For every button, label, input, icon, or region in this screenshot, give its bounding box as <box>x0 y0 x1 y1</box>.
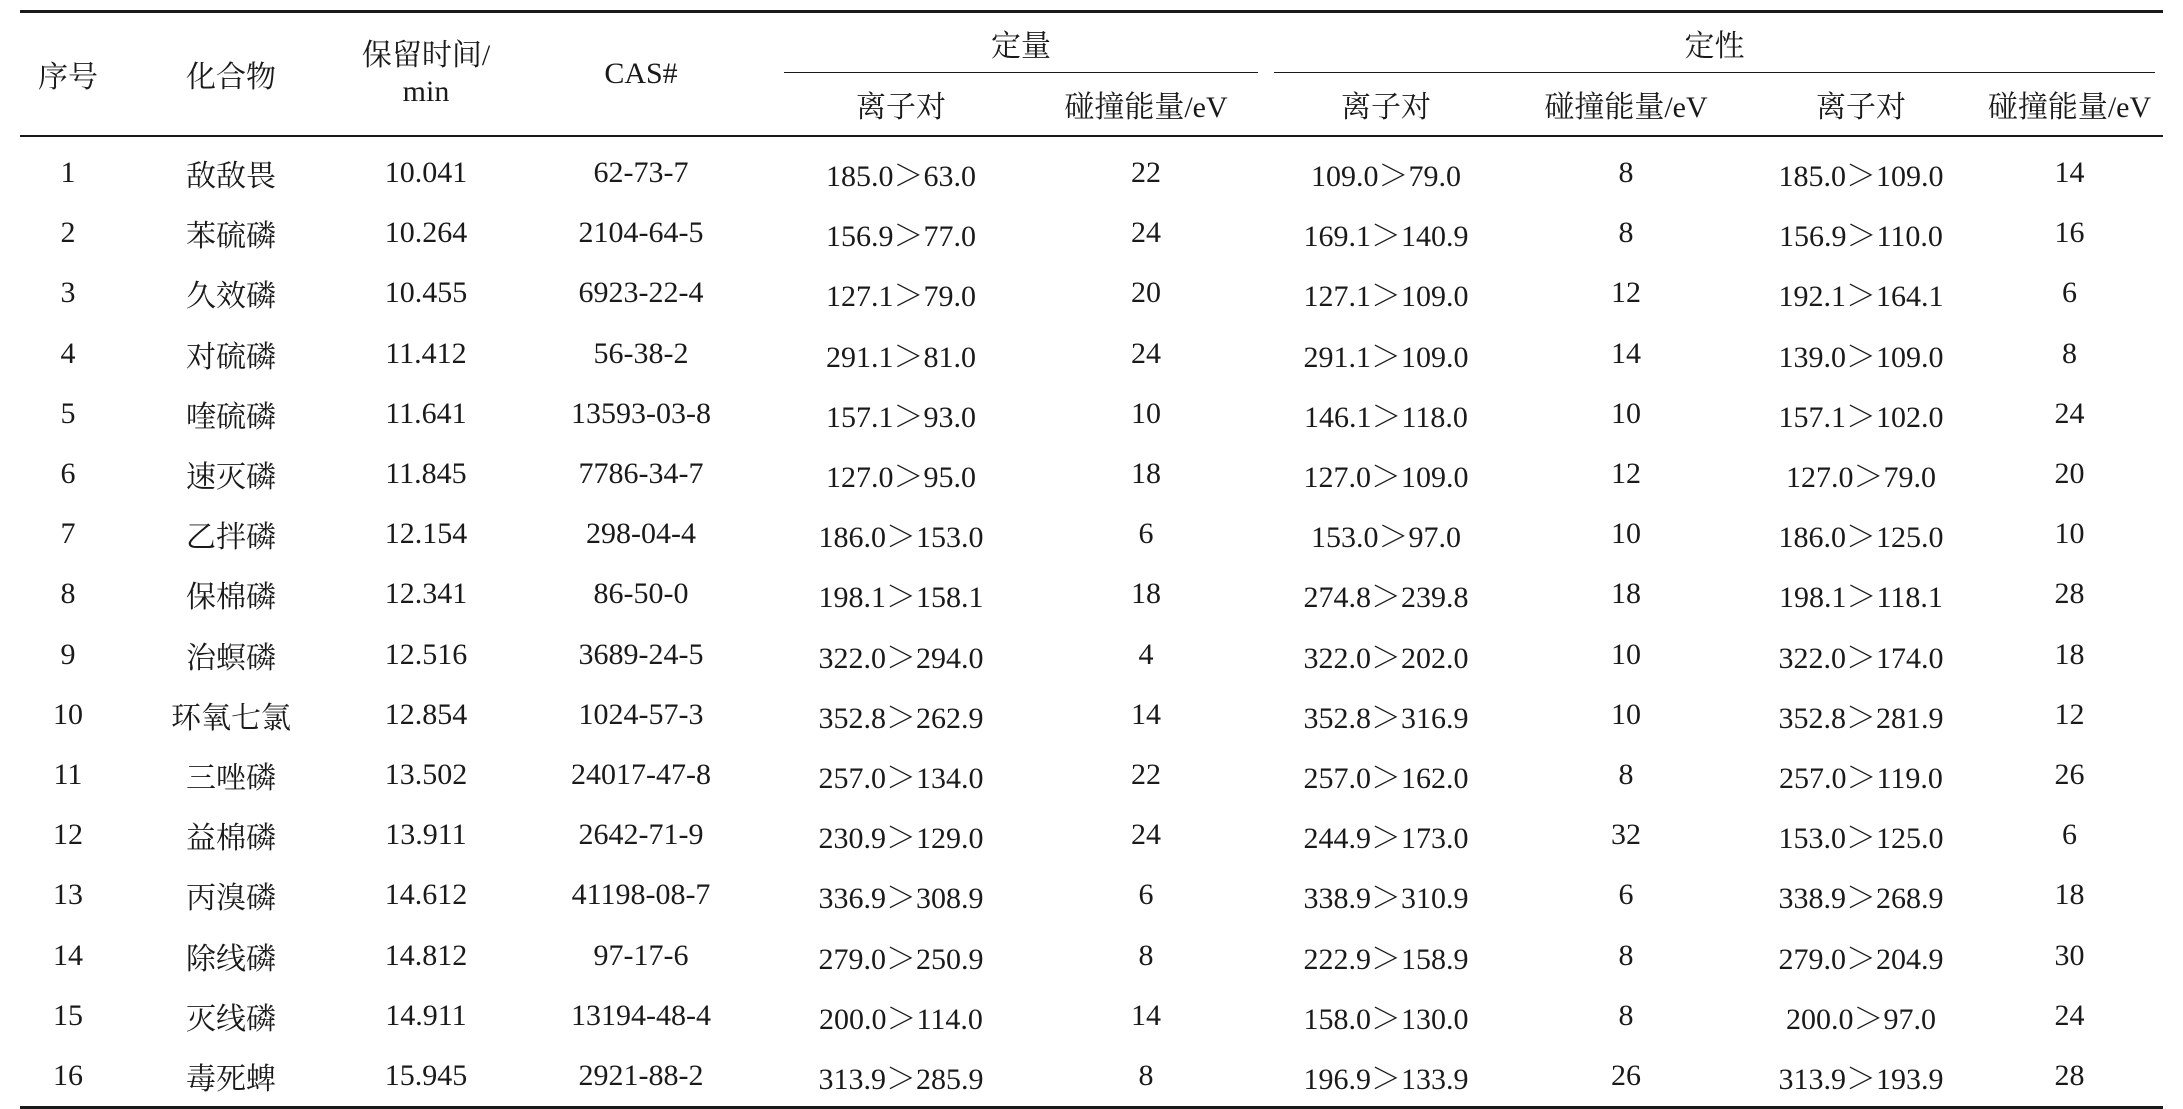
cell-quant-ion-pair: 127.1＞79.0 <box>826 280 976 314</box>
cell-index: 6 <box>60 457 76 491</box>
cell-compound: 毒死蜱 <box>116 1046 346 1108</box>
cell-qual2-ion-pair: 279.0＞204.9 <box>1778 942 1944 976</box>
cell-cas: 1024-57-3 <box>578 697 704 731</box>
cell-qual2-collision-energy: 16 <box>2054 216 2085 250</box>
table-row <box>20 263 2163 323</box>
cell-compound: 保棉磷 <box>186 581 276 615</box>
cell-qual1-ion-pair: 127.0＞109.0 <box>1303 461 1469 495</box>
cell-quant-ion-pair: 157.1＞93.0 <box>826 400 976 434</box>
cell-index: 8 <box>60 577 76 611</box>
cell-retention-time: 10.264 <box>384 216 468 250</box>
header-qual1-collision-energy: 碰撞能量/eV <box>1506 73 1746 136</box>
table-row <box>20 203 2163 263</box>
cell-cas: 86-50-0 <box>593 577 689 611</box>
cell-qual2-collision-energy: 30 <box>2054 938 2085 972</box>
cell-qual2-ion-pair: 313.9＞193.9 <box>1746 1046 1976 1108</box>
cell-qual2-ion-pair: 257.0＞119.0 <box>1779 761 1943 795</box>
cell-qual1-collision-energy: 26 <box>1506 1046 1746 1108</box>
cell-qual2-ion-pair: 338.9＞268.9 <box>1778 882 1944 916</box>
cell-qual2-collision-energy: 10 <box>2054 517 2085 551</box>
cell-quant-collision-energy: 6 <box>1138 517 1154 551</box>
cell-qual1-collision-energy: 8 <box>1618 998 1634 1032</box>
cell-cas: 2642-71-9 <box>578 818 704 852</box>
header-index: 序号 <box>20 12 116 137</box>
cell-qual1-ion-pair: 274.8＞239.8 <box>1303 581 1469 615</box>
cell-quant-ion-pair: 257.0＞134.0 <box>818 761 984 795</box>
cell-index: 3 <box>60 276 76 310</box>
cell-compound: 对硫磷 <box>186 340 276 374</box>
cell-qual2-ion-pair: 186.0＞125.0 <box>1778 521 1944 555</box>
cell-qual1-collision-energy: 14 <box>1611 336 1641 370</box>
cell-index: 11 <box>53 757 83 791</box>
cell-cas: 6923-22-4 <box>578 276 704 310</box>
table-row <box>20 384 2163 444</box>
cell-qual1-ion-pair: 322.0＞202.0 <box>1303 641 1469 675</box>
cell-compound: 灭线磷 <box>186 1002 276 1036</box>
cell-retention-time: 10.455 <box>384 276 468 310</box>
cell-quant-ion-pair: 291.1＞81.0 <box>826 340 976 374</box>
header-retention-time <box>346 12 506 137</box>
cell-qual2-collision-energy: 20 <box>2054 457 2085 491</box>
cell-compound: 益棉磷 <box>186 822 276 856</box>
cell-qual2-ion-pair: 200.0＞97.0 <box>1786 1002 1936 1036</box>
cell-quant-collision-energy: 24 <box>1131 336 1161 370</box>
cell-qual1-ion-pair: 222.9＞158.9 <box>1303 942 1469 976</box>
cell-index: 16 <box>20 1046 116 1108</box>
cell-qual1-collision-energy: 8 <box>1618 156 1634 190</box>
cell-qual1-ion-pair: 257.0＞162.0 <box>1303 761 1469 795</box>
table-row <box>20 925 2163 985</box>
cell-cas: 13593-03-8 <box>571 396 711 430</box>
cell-cas: 97-17-6 <box>593 938 689 972</box>
cell-qual1-collision-energy: 10 <box>1611 637 1641 671</box>
cell-qual2-collision-energy: 18 <box>2054 878 2085 912</box>
cell-qual1-ion-pair: 196.9＞133.9 <box>1266 1046 1506 1108</box>
header-qual2-ion-pair: 离子对 <box>1746 73 1976 136</box>
cell-retention-time: 12.854 <box>384 697 468 731</box>
cell-qual1-ion-pair: 169.1＞140.9 <box>1303 220 1469 254</box>
cell-compound: 乙拌磷 <box>186 521 276 555</box>
table-row <box>20 685 2163 745</box>
table-row <box>20 504 2163 564</box>
table-row <box>20 324 2163 384</box>
cell-qual2-collision-energy: 24 <box>2054 998 2085 1032</box>
cell-quant-ion-pair: 313.9＞285.9 <box>776 1046 1026 1108</box>
cell-quant-ion-pair: 322.0＞294.0 <box>818 641 984 675</box>
header-retention-line2: min <box>402 75 450 108</box>
cell-qual1-ion-pair: 338.9＞310.9 <box>1303 882 1469 916</box>
cell-qual2-collision-energy: 6 <box>2062 276 2077 310</box>
cell-cas: 2104-64-5 <box>578 216 704 250</box>
cell-qual2-ion-pair: 127.0＞79.0 <box>1786 461 1936 495</box>
cell-index: 4 <box>60 336 76 370</box>
cell-cas: 2921-88-2 <box>506 1046 776 1108</box>
header-cas: CAS# <box>506 12 776 137</box>
table-row <box>20 986 2163 1046</box>
cell-qual2-collision-energy: 28 <box>1976 1046 2163 1108</box>
table-row <box>20 865 2163 925</box>
cell-qual2-ion-pair: 157.1＞102.0 <box>1778 400 1944 434</box>
cell-index: 12 <box>53 818 83 852</box>
cell-qual1-collision-energy: 10 <box>1611 396 1641 430</box>
cell-compound: 苯硫磷 <box>186 220 276 254</box>
header-qual2-collision-energy: 碰撞能量/eV <box>1976 73 2163 136</box>
cell-qual1-ion-pair: 153.0＞97.0 <box>1311 521 1461 555</box>
cell-qual2-ion-pair: 153.0＞125.0 <box>1778 822 1944 856</box>
cell-quant-ion-pair: 185.0＞63.0 <box>826 160 976 194</box>
cell-retention-time: 12.341 <box>384 577 468 611</box>
cell-quant-collision-energy: 22 <box>1131 156 1161 190</box>
header-quant-ion-pair: 离子对 <box>776 73 1026 136</box>
cell-qual2-collision-energy: 28 <box>2054 577 2085 611</box>
cell-qual1-collision-energy: 10 <box>1611 517 1641 551</box>
table-body <box>20 136 2163 1108</box>
cell-index: 2 <box>60 216 76 250</box>
cell-qual2-collision-energy: 12 <box>2054 697 2085 731</box>
cell-retention-time: 11.845 <box>385 457 467 491</box>
cell-quant-collision-energy: 14 <box>1131 697 1161 731</box>
cell-qual2-ion-pair: 352.8＞281.9 <box>1778 701 1944 735</box>
cell-qual1-ion-pair: 127.1＞109.0 <box>1303 280 1469 314</box>
table-row <box>20 1046 2163 1108</box>
header-retention-line1: 保留时间/ <box>361 39 491 72</box>
cell-index: 7 <box>60 517 76 551</box>
cell-retention-time: 14.911 <box>385 998 467 1032</box>
cell-quant-collision-energy: 20 <box>1131 276 1161 310</box>
cell-compound: 速灭磷 <box>186 461 276 495</box>
cell-retention-time: 11.641 <box>385 396 467 430</box>
pesticide-mrm-table <box>20 10 2163 1109</box>
cell-quant-collision-energy: 8 <box>1138 938 1154 972</box>
cell-quant-collision-energy: 24 <box>1131 216 1161 250</box>
table-row <box>20 564 2163 624</box>
cell-index: 14 <box>53 938 83 972</box>
cell-index: 5 <box>60 396 76 430</box>
cell-index: 1 <box>60 156 76 190</box>
cell-qual1-collision-energy: 8 <box>1618 216 1634 250</box>
cell-compound: 敌敌畏 <box>186 160 276 194</box>
cell-retention-time: 14.612 <box>384 878 468 912</box>
cell-quant-collision-energy: 4 <box>1138 637 1154 671</box>
cell-compound: 久效磷 <box>186 280 276 314</box>
cell-compound: 三唑磷 <box>186 761 276 795</box>
cell-quant-collision-energy: 22 <box>1131 757 1161 791</box>
cell-retention-time: 10.041 <box>384 156 468 190</box>
cell-qual1-collision-energy: 8 <box>1618 757 1634 791</box>
cell-quant-collision-energy: 18 <box>1131 457 1161 491</box>
cell-qual2-ion-pair: 185.0＞109.0 <box>1778 160 1944 194</box>
cell-quant-ion-pair: 352.8＞262.9 <box>818 701 984 735</box>
cell-qual2-ion-pair: 198.1＞118.1 <box>1779 581 1943 615</box>
cell-retention-time: 14.812 <box>384 938 468 972</box>
cell-qual1-ion-pair: 158.0＞130.0 <box>1303 1002 1469 1036</box>
cell-index: 10 <box>53 697 83 731</box>
cell-cas: 3689-24-5 <box>578 637 704 671</box>
cell-quant-collision-energy: 24 <box>1131 818 1161 852</box>
cell-qual1-collision-energy: 18 <box>1611 577 1641 611</box>
cell-qual1-collision-energy: 12 <box>1611 457 1641 491</box>
cell-qual1-collision-energy: 32 <box>1611 818 1641 852</box>
cell-quant-ion-pair: 186.0＞153.0 <box>818 521 984 555</box>
cell-quant-ion-pair: 230.9＞129.0 <box>818 822 984 856</box>
cell-quant-collision-energy: 8 <box>1026 1046 1266 1108</box>
cell-compound: 丙溴磷 <box>186 882 276 916</box>
cell-qual1-collision-energy: 12 <box>1611 276 1641 310</box>
table-row <box>20 805 2163 865</box>
cell-qual2-collision-energy: 14 <box>2054 156 2085 190</box>
cell-cas: 62-73-7 <box>593 156 689 190</box>
cell-retention-time: 11.412 <box>385 336 467 370</box>
cell-qual2-collision-energy: 8 <box>2062 336 2077 370</box>
cell-qual1-collision-energy: 6 <box>1618 878 1634 912</box>
cell-retention-time: 12.516 <box>384 637 468 671</box>
header-group-quantitative: 定量 <box>776 12 1266 74</box>
cell-qual2-ion-pair: 156.9＞110.0 <box>1779 220 1943 254</box>
cell-quant-collision-energy: 18 <box>1131 577 1161 611</box>
cell-compound: 环氧七氯 <box>171 701 291 735</box>
cell-qual1-collision-energy: 8 <box>1618 938 1634 972</box>
cell-quant-collision-energy: 6 <box>1138 878 1154 912</box>
cell-qual2-collision-energy: 24 <box>2054 396 2085 430</box>
cell-index: 13 <box>53 878 83 912</box>
header-quant-collision-energy: 碰撞能量/eV <box>1026 73 1266 136</box>
cell-quant-collision-energy: 14 <box>1131 998 1161 1032</box>
table-row <box>20 444 2163 504</box>
cell-cas: 24017-47-8 <box>571 757 711 791</box>
cell-qual2-ion-pair: 139.0＞109.0 <box>1778 340 1944 374</box>
cell-compound: 治螟磷 <box>186 641 276 675</box>
table-row <box>20 136 2163 203</box>
cell-qual1-ion-pair: 109.0＞79.0 <box>1311 160 1461 194</box>
cell-compound: 喹硫磷 <box>186 400 276 434</box>
cell-cas: 13194-48-4 <box>571 998 711 1032</box>
cell-index: 9 <box>60 637 76 671</box>
cell-index: 15 <box>53 998 83 1032</box>
cell-cas: 7786-34-7 <box>578 457 704 491</box>
cell-cas: 56-38-2 <box>593 336 689 370</box>
cell-qual1-collision-energy: 10 <box>1611 697 1641 731</box>
cell-qual1-ion-pair: 291.1＞109.0 <box>1303 340 1469 374</box>
header-group-qualitative: 定性 <box>1266 12 2163 74</box>
cell-quant-ion-pair: 279.0＞250.9 <box>818 942 984 976</box>
cell-qual1-ion-pair: 352.8＞316.9 <box>1303 701 1469 735</box>
cell-qual2-ion-pair: 192.1＞164.1 <box>1778 280 1944 314</box>
cell-retention-time: 13.911 <box>385 818 467 852</box>
cell-qual2-collision-energy: 26 <box>2054 757 2085 791</box>
cell-retention-time: 15.945 <box>346 1046 506 1108</box>
cell-quant-ion-pair: 200.0＞114.0 <box>819 1002 983 1036</box>
table-row <box>20 625 2163 685</box>
cell-quant-ion-pair: 156.9＞77.0 <box>826 220 976 254</box>
cell-qual2-collision-energy: 6 <box>2062 818 2077 852</box>
header-qual1-ion-pair: 离子对 <box>1266 73 1506 136</box>
cell-quant-ion-pair: 127.0＞95.0 <box>826 461 976 495</box>
cell-qual2-ion-pair: 322.0＞174.0 <box>1778 641 1944 675</box>
data-table-container <box>20 10 2163 1109</box>
cell-qual1-ion-pair: 146.1＞118.0 <box>1304 400 1468 434</box>
cell-qual2-collision-energy: 18 <box>2054 637 2085 671</box>
cell-quant-ion-pair: 198.1＞158.1 <box>818 581 984 615</box>
cell-retention-time: 13.502 <box>384 757 468 791</box>
cell-qual1-ion-pair: 244.9＞173.0 <box>1303 822 1469 856</box>
header-compound: 化合物 <box>116 12 346 137</box>
cell-cas: 41198-08-7 <box>571 878 711 912</box>
cell-compound: 除线磷 <box>186 942 276 976</box>
cell-cas: 298-04-4 <box>586 517 696 551</box>
cell-retention-time: 12.154 <box>384 517 468 551</box>
cell-quant-collision-energy: 10 <box>1131 396 1161 430</box>
cell-quant-ion-pair: 336.9＞308.9 <box>818 882 984 916</box>
table-row <box>20 745 2163 805</box>
table-header <box>20 12 2163 137</box>
